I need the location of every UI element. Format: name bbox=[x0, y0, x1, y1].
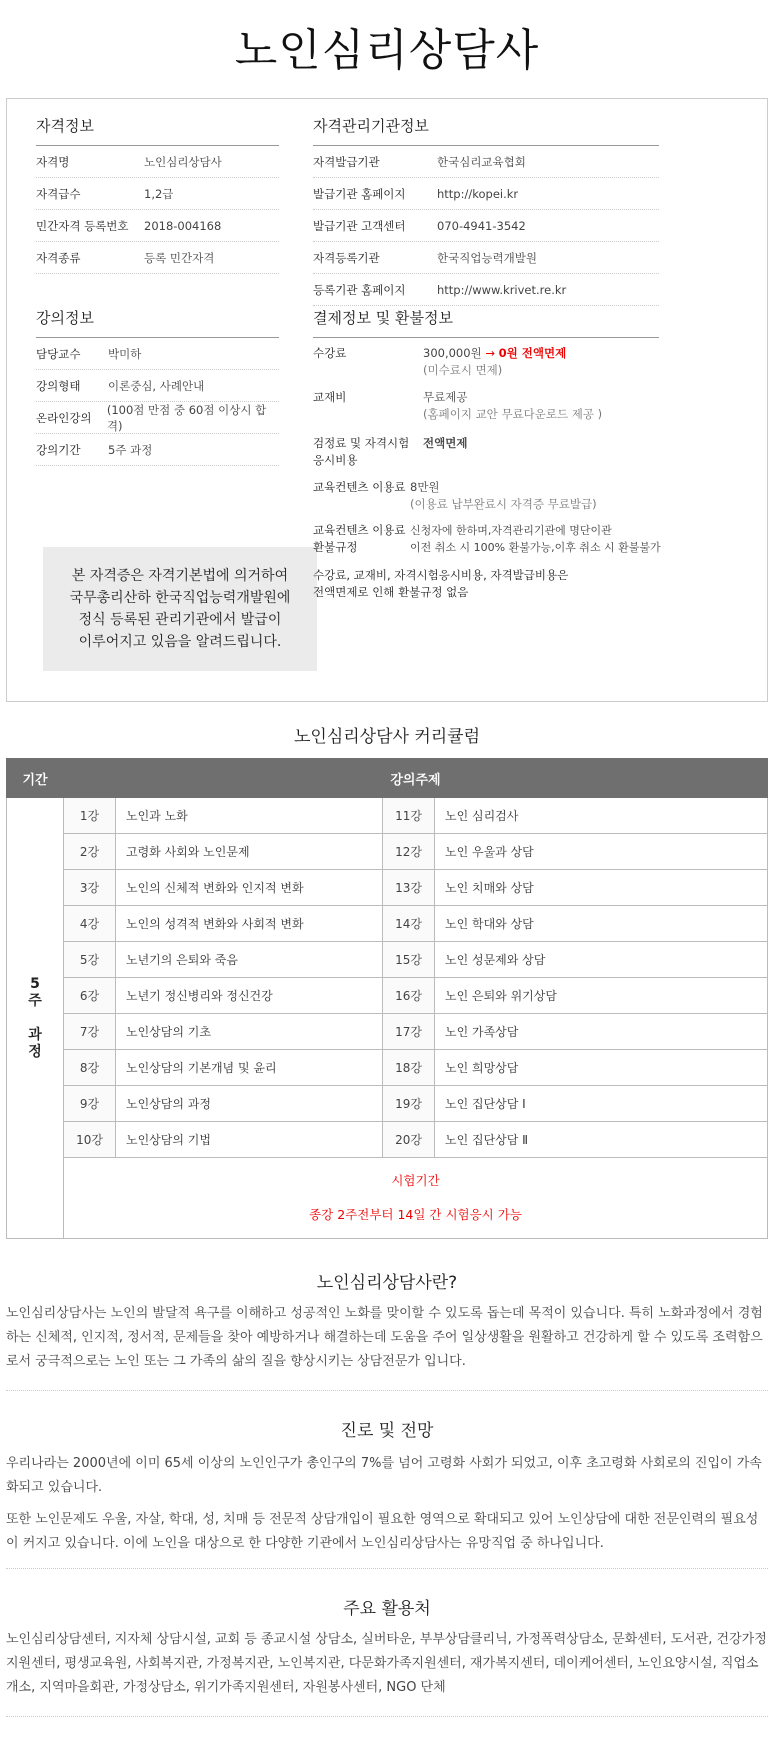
refund-value-2: 이전 취소 시 100% 환불가능,이후 취소 시 환불불가 bbox=[410, 541, 661, 554]
info-row bbox=[313, 274, 659, 306]
payment-section bbox=[313, 307, 659, 687]
curriculum-table bbox=[6, 758, 768, 1239]
notice-line: 국무총리산하 한국직업능력개발원에 bbox=[69, 590, 291, 606]
table-row bbox=[7, 942, 768, 978]
page-title: 노인심리상담사 bbox=[234, 25, 540, 76]
lesson-number: 7강 bbox=[64, 1014, 116, 1050]
lesson-number: 10강 bbox=[64, 1122, 116, 1158]
info-row bbox=[313, 178, 659, 210]
info-value: http://kopei.kr bbox=[437, 186, 519, 201]
curriculum-title: 노인심리상담사 커리큘럼 bbox=[293, 727, 481, 747]
material-value: 무료제공 bbox=[423, 390, 468, 404]
lesson-number: 18강 bbox=[383, 1050, 435, 1086]
table-row bbox=[7, 1050, 768, 1086]
lesson-topic: 노인 성문제와 상담 bbox=[435, 942, 768, 978]
info-row bbox=[36, 146, 279, 178]
lesson-number: 6강 bbox=[64, 978, 116, 1014]
info-label: 담당교수 bbox=[36, 346, 81, 361]
info-label: 온라인강의 bbox=[36, 410, 92, 425]
info-row bbox=[36, 210, 279, 242]
material-label: 교재비 bbox=[313, 390, 347, 404]
table-row bbox=[7, 978, 768, 1014]
divider bbox=[6, 1716, 768, 1717]
about-text: 노인심리상담사는 노인의 발달적 욕구를 이해하고 성공적인 노화를 맞이할 수 있도록 돕는데 목적이 있습니다. 특히 노화과정에서 경험하는 신체적, 인지적, 정서적, 문제들을 찾아 예방하거나 해결하는데 도움을 주어 일상생활을 원활하고 건강하게 할 수 있도록 조력함으로서 궁극적으로는 노인 또는 그 가족의 삶의 질을 향상시키는 상담전문가 입니다. bbox=[6, 1306, 763, 1369]
info-value: 박미하 bbox=[108, 346, 142, 361]
info-label: 강의형태 bbox=[36, 378, 81, 393]
career-text-1: 우리나라는 2000년에 이미 65세 이상의 노인인구가 총인구의 7%를 넘어 고령화 사회가 되었고, 이후 초고령화 사회로의 진입이 가속화되고 있습니다. bbox=[6, 1456, 762, 1495]
lesson-number: 14강 bbox=[383, 906, 435, 942]
lesson-topic: 노년기의 은퇴와 죽음 bbox=[116, 942, 383, 978]
exam-fee-row bbox=[313, 435, 467, 469]
table-row bbox=[7, 1122, 768, 1158]
info-row bbox=[36, 338, 279, 370]
info-value: 1,2급 bbox=[144, 186, 174, 201]
notice-box bbox=[43, 547, 317, 671]
about-title: 노인심리상담사란? bbox=[316, 1273, 458, 1293]
content-fee-note: (이용료 납부완료시 자격증 무료발급) bbox=[410, 497, 597, 511]
content-fee-label: 교육컨텐츠 이용료 bbox=[313, 480, 406, 494]
exam-row bbox=[7, 1158, 768, 1239]
exam-fee-value: 전액면제 bbox=[423, 436, 468, 450]
exam-desc: 종강 2주전부터 14일 간 시험응시 가능 bbox=[309, 1207, 522, 1222]
notice-line: 이루어지고 있음을 알려드립니다. bbox=[78, 634, 282, 650]
refund-label-2: 환불규정 bbox=[313, 540, 358, 554]
lesson-topic: 노인상담의 기본개념 및 윤리 bbox=[116, 1050, 383, 1086]
lecture-info-section bbox=[36, 307, 279, 466]
lesson-topic: 노인 집단상담 Ⅱ bbox=[435, 1122, 768, 1158]
info-row bbox=[36, 434, 279, 466]
info-label: 강의기간 bbox=[36, 442, 81, 457]
material-row bbox=[313, 389, 602, 423]
qual-info-section bbox=[36, 115, 279, 274]
table-row bbox=[7, 798, 768, 834]
lesson-topic: 노인의 신체적 변화와 인지적 변화 bbox=[116, 870, 383, 906]
info-row bbox=[36, 370, 279, 402]
period-cell: 5 주 과 정 bbox=[7, 798, 64, 1239]
lesson-topic: 노인상담의 기법 bbox=[116, 1122, 383, 1158]
content-fee-row bbox=[313, 479, 597, 513]
lesson-topic: 노인 우울과 상담 bbox=[435, 834, 768, 870]
lesson-topic: 노인과 노화 bbox=[116, 798, 383, 834]
career-title: 진로 및 전망 bbox=[340, 1421, 434, 1441]
lesson-topic: 노인 은퇴와 위기상담 bbox=[435, 978, 768, 1014]
payment-heading: 결제정보 및 환불정보 bbox=[313, 307, 659, 338]
divider bbox=[6, 1568, 768, 1569]
lesson-number: 1강 bbox=[64, 798, 116, 834]
exam-period-cell bbox=[64, 1158, 768, 1239]
refund-value: 신청자에 한하며,자격관리기관에 명단이관 bbox=[410, 524, 612, 537]
info-value: http://www.krivet.re.kr bbox=[437, 282, 567, 297]
org-info-heading: 자격관리기관정보 bbox=[313, 115, 659, 146]
refund-final-line: 수강료, 교재비, 자격시험응시비용, 자격발급비용은 bbox=[313, 568, 569, 582]
tuition-row bbox=[313, 345, 566, 379]
lesson-number: 13강 bbox=[383, 870, 435, 906]
refund-row bbox=[313, 522, 661, 556]
lesson-topic: 노인 치매와 상담 bbox=[435, 870, 768, 906]
content-fee-value: 8만원 bbox=[410, 480, 440, 494]
exam-title: 시험기간 bbox=[391, 1173, 440, 1188]
info-label: 등록기관 홈페이지 bbox=[313, 282, 406, 297]
info-label: 발급기관 홈페이지 bbox=[313, 186, 406, 201]
usage-text: 노인심리상담센터, 지자체 상담시설, 교회 등 종교시설 상담소, 실버타운, 부부상담클리닉, 가정폭력상담소, 문화센터, 도서관, 건강가정지원센터, 평생교육원, 사회복지관, 가정복지관, 노인복지관, 다문화가족지원센터, 재가복지센터, 데이케어센터, 노인요양시설, 직업소개소, 지역마을회관, 가정상담소, 위기가족지원센터, 자원봉사센터, NGO 단체 bbox=[6, 1632, 767, 1695]
col-topic-header: 강의주제 bbox=[64, 759, 768, 798]
lesson-topic: 노인 심리검사 bbox=[435, 798, 768, 834]
lesson-topic: 노인의 성격적 변화와 사회적 변화 bbox=[116, 906, 383, 942]
info-row bbox=[313, 242, 659, 274]
tuition-free: 0원 전액면제 bbox=[498, 346, 567, 360]
lesson-number: 16강 bbox=[383, 978, 435, 1014]
org-info-section bbox=[313, 115, 659, 306]
lesson-topic: 고령화 사회와 노인문제 bbox=[116, 834, 383, 870]
info-value: 5주 과정 bbox=[108, 442, 153, 457]
lesson-number: 20강 bbox=[383, 1122, 435, 1158]
info-value: 이론중심, 사례안내 bbox=[108, 378, 205, 393]
lesson-number: 3강 bbox=[64, 870, 116, 906]
info-row bbox=[313, 210, 659, 242]
tuition-original: 300,000원 bbox=[423, 346, 482, 360]
lesson-topic: 노인 가족상담 bbox=[435, 1014, 768, 1050]
table-row bbox=[7, 834, 768, 870]
lesson-number: 17강 bbox=[383, 1014, 435, 1050]
arrow-icon: → bbox=[485, 346, 495, 360]
lesson-number: 12강 bbox=[383, 834, 435, 870]
tuition-note: (미수료시 면제) bbox=[423, 363, 503, 377]
info-box bbox=[6, 98, 768, 702]
table-row bbox=[7, 1014, 768, 1050]
col-period-header: 기간 bbox=[7, 759, 64, 798]
table-row bbox=[7, 870, 768, 906]
info-value: 한국심리교육협회 bbox=[437, 154, 526, 169]
lecture-info-heading: 강의정보 bbox=[36, 307, 279, 338]
refund-final-line-2: 전액면제로 인해 환불규정 없음 bbox=[313, 585, 469, 599]
info-value: 등록 민간자격 bbox=[144, 250, 215, 265]
exam-fee-label-2: 응시비용 bbox=[313, 453, 358, 467]
info-label: 자격종류 bbox=[36, 250, 81, 265]
info-label: 자격등록기관 bbox=[313, 250, 380, 265]
lesson-number: 4강 bbox=[64, 906, 116, 942]
lesson-topic: 노인 집단상담 Ⅰ bbox=[435, 1086, 768, 1122]
divider bbox=[6, 1390, 768, 1391]
lesson-number: 19강 bbox=[383, 1086, 435, 1122]
notice-line: 정식 등록된 관리기관에서 발급이 bbox=[78, 612, 282, 628]
tuition-label: 수강료 bbox=[313, 346, 347, 360]
lesson-number: 11강 bbox=[383, 798, 435, 834]
info-label: 자격발급기관 bbox=[313, 154, 380, 169]
notice-line: 본 자격증은 자격기본법에 의거하여 bbox=[71, 568, 289, 584]
info-row bbox=[36, 402, 279, 434]
exam-fee-label: 검정료 및 자격시험 bbox=[313, 436, 410, 450]
info-label: 민간자격 등록번호 bbox=[36, 218, 129, 233]
info-row bbox=[313, 146, 659, 178]
material-note: (홈페이지 교안 무료다운로드 제공 ) bbox=[423, 407, 603, 421]
usage-title: 주요 활용처 bbox=[343, 1599, 431, 1619]
career-text-2: 또한 노인문제도 우울, 자살, 학대, 성, 치매 등 전문적 상담개입이 필요한 영역으로 확대되고 있어 노인상담에 대한 전문인력의 필요성이 커지고 있습니다. 이에 노인을 대상으로 한 다양한 기관에서 노인심리상담사는 유망직업 중 하나입니다. bbox=[6, 1512, 759, 1551]
refund-final bbox=[313, 567, 568, 601]
info-row bbox=[36, 242, 279, 274]
info-label: 자격급수 bbox=[36, 186, 81, 201]
lesson-topic: 노인 학대와 상담 bbox=[435, 906, 768, 942]
info-value: (100점 만점 중 60점 이상시 합격) bbox=[106, 402, 267, 433]
lesson-number: 15강 bbox=[383, 942, 435, 978]
info-row bbox=[36, 178, 279, 210]
lesson-number: 2강 bbox=[64, 834, 116, 870]
lesson-number: 8강 bbox=[64, 1050, 116, 1086]
info-value: 2018-004168 bbox=[144, 218, 222, 233]
table-row bbox=[7, 906, 768, 942]
refund-label: 교육컨텐츠 이용료 bbox=[313, 523, 406, 537]
lesson-number: 5강 bbox=[64, 942, 116, 978]
lesson-topic: 노인상담의 과정 bbox=[116, 1086, 383, 1122]
lesson-topic: 노인 희망상담 bbox=[435, 1050, 768, 1086]
lesson-number: 9강 bbox=[64, 1086, 116, 1122]
qual-info-heading: 자격정보 bbox=[36, 115, 279, 146]
info-value: 노인심리상담사 bbox=[144, 154, 222, 169]
info-value: 070-4941-3542 bbox=[437, 218, 526, 233]
info-label: 자격명 bbox=[36, 154, 70, 169]
lesson-topic: 노인상담의 기초 bbox=[116, 1014, 383, 1050]
info-value: 한국직업능력개발원 bbox=[437, 250, 537, 265]
info-label: 발급기관 고객센터 bbox=[313, 218, 406, 233]
table-row bbox=[7, 1086, 768, 1122]
lesson-topic: 노년기 정신병리와 정신건강 bbox=[116, 978, 383, 1014]
